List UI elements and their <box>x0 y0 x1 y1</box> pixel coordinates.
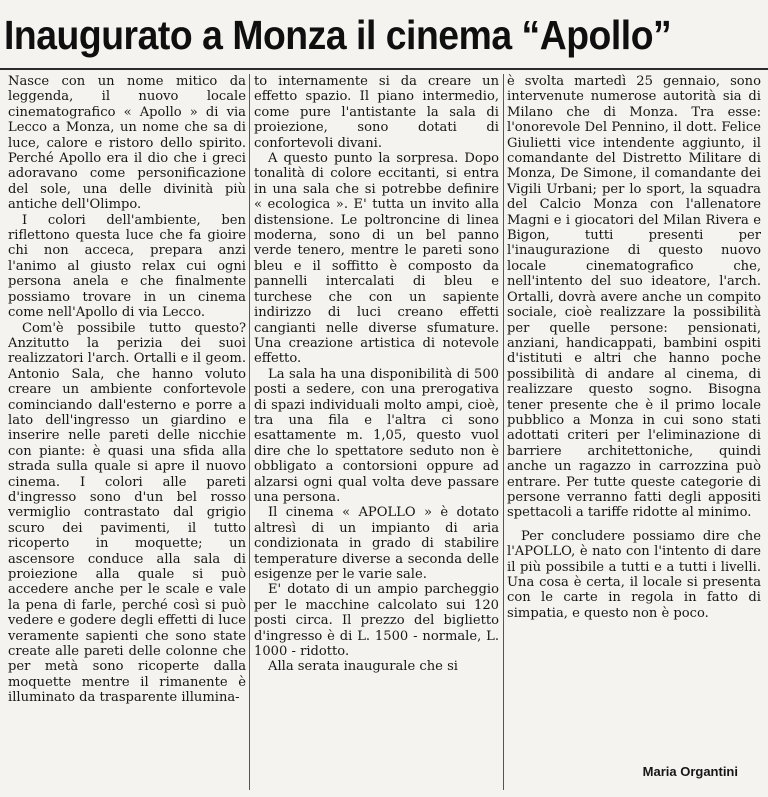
paragraph: è svolta martedì 25 gennaio, sono intervenute numerose autorità sia di Milano che di Monza. Tra esse: l'onorevole Del Pennino, il dott. Felice Giulietti vice intendente aggiunto, il comandante del Distretto Militare di Monza, De Simone, il comandante dei Vigili Urbani; per lo sport, la squadra del Calcio Monza con l'allenatore Magni e i giocatori del Milan Rivera e Bigon, tutti presenti per l'inaugurazione di questo nuovo locale cinematografico che, nell'intento del suo ideatore, l'arch. Ortalli, dovrà avere anche un compito sociale, cioè realizzare la possibilità per quelle persone: pensionati, anziani, handicappati, bambini ospiti d'istituti e altri che hanno poche possibilità di andare al cinema, di realizzare questo sogno. Bisogna tener presente che è il primo locale pubblico a Monza in cui sono stati adottati criteri per l'eliminazione di barriere architettoniche, quindi anche un ragazzo in carrozzina può entrare. Per tutte queste categorie di persone verranno fatti degli appositi spettacoli a tariffe ridotte al minimo. <box>507 74 761 521</box>
paragraph: E' dotato di un ampio parcheggio per le macchine calcolato sui 120 posti circa. Il prezzo del biglietto d'ingresso è di L. 1500 - normale, L. 1000 - ridotto. <box>254 582 499 660</box>
headline-rule <box>0 68 768 70</box>
article-column-3 <box>507 74 761 790</box>
article-headline: Inaugurato a Monza il cinema “Apollo” <box>4 12 672 58</box>
article-column-1 <box>8 74 246 790</box>
paragraph: A questo punto la sorpresa. Dopo tonalità di colore eccitanti, si entra in una sala che si potrebbe definire « ecologica ». E' tutta un invito alla distensione. Le poltroncine di linea moderna, sono di un bel panno verde tenero, mentre le pareti sono bleu e il soffitto è composto da pannelli intercalati di bleu e turchese che con un sapiente indirizzo di luci creano effetti cangianti nelle diverse sfumature. Una creazione artistica di notevole effetto. <box>254 151 499 367</box>
paragraph: Nasce con un nome mitico da leggenda, il nuovo locale cinematografico « Apollo » di via Lecco a Monza, un nome che sa di luce, calore e ristoro dello spirito. Perché Apollo era il dio che i greci adoravano come personificazione del sole, una delle divinità più antiche dell'Olimpo. <box>8 74 246 213</box>
author-signature: Maria Organtini <box>642 764 738 779</box>
article-column-2 <box>254 74 499 790</box>
paragraph: La sala ha una disponibilità di 500 posti a sedere, con una prerogativa di spazi individuali molto ampi, cioè, tra una fila e l'altra ci sono esattamente m. 1,05, questo vuol dire che lo spettatore seduto non è obbligato a contorsioni oppure ad alzarsi ogni qual volta deve passare una persona. <box>254 366 499 505</box>
paragraph: Il cinema « APOLLO » è dotato altresì di un impianto di aria condizionata in grado di stabilire temperature diverse a seconda delle esigenze per le varie sale. <box>254 505 499 582</box>
paragraph: Alla serata inaugurale che si <box>268 659 458 675</box>
paragraph: Per concludere possiamo dire che l'APOLLO, è nato con l'intento di dare il più possibile a tutti e a tutti i livelli. Una cosa è certa, il locale si presenta con le carte in regola in fatto di simpatia, e questo non è poco. <box>507 528 761 621</box>
paragraph: Com'è possibile tutto questo? Anzitutto la perizia dei suoi realizzatori l'arch. Ortalli e il geom. Antonio Sala, che hanno voluto creare un ambiente confortevole cominciando dall'esterno e porre a lato dell'ingresso un giardino e inserire nelle pareti delle nicchie con piante: è quasi una sfida alla strada sulla quale si apre il nuovo cinema. I colori alle pareti d'ingresso sono d'un bel rosso vermiglio contrastato dal grigio scuro dei pavimenti, il tutto ricoperto in moquette; un ascensore conduce alla sala di proiezione alla quale si può accedere anche per le scale e vale la pena di farle, perché così si può vedere e godere degli effetti di luce veramente sapienti che sono state create alle pareti delle colonne che per metà sono ricoperte dalla moquette mentre il rimanente è illuminato da trasparente illumina- <box>8 320 246 706</box>
column-divider <box>249 74 250 790</box>
column-divider <box>503 74 504 790</box>
paragraph: I colori dell'ambiente, ben riflettono questa luce che fa gioire chi non accecа, prepara anzi l'animo al giusto relax cui ogni persona anela e che finalmente possiamo trovare in un cinema come nell'Apollo di via Lecco. <box>8 212 246 321</box>
paragraph: to internamente si da creare un effetto spazio. Il piano intermedio, come pure l'antistante la sala di proiezione, sono dotati di confortevoli divani. <box>254 74 499 151</box>
